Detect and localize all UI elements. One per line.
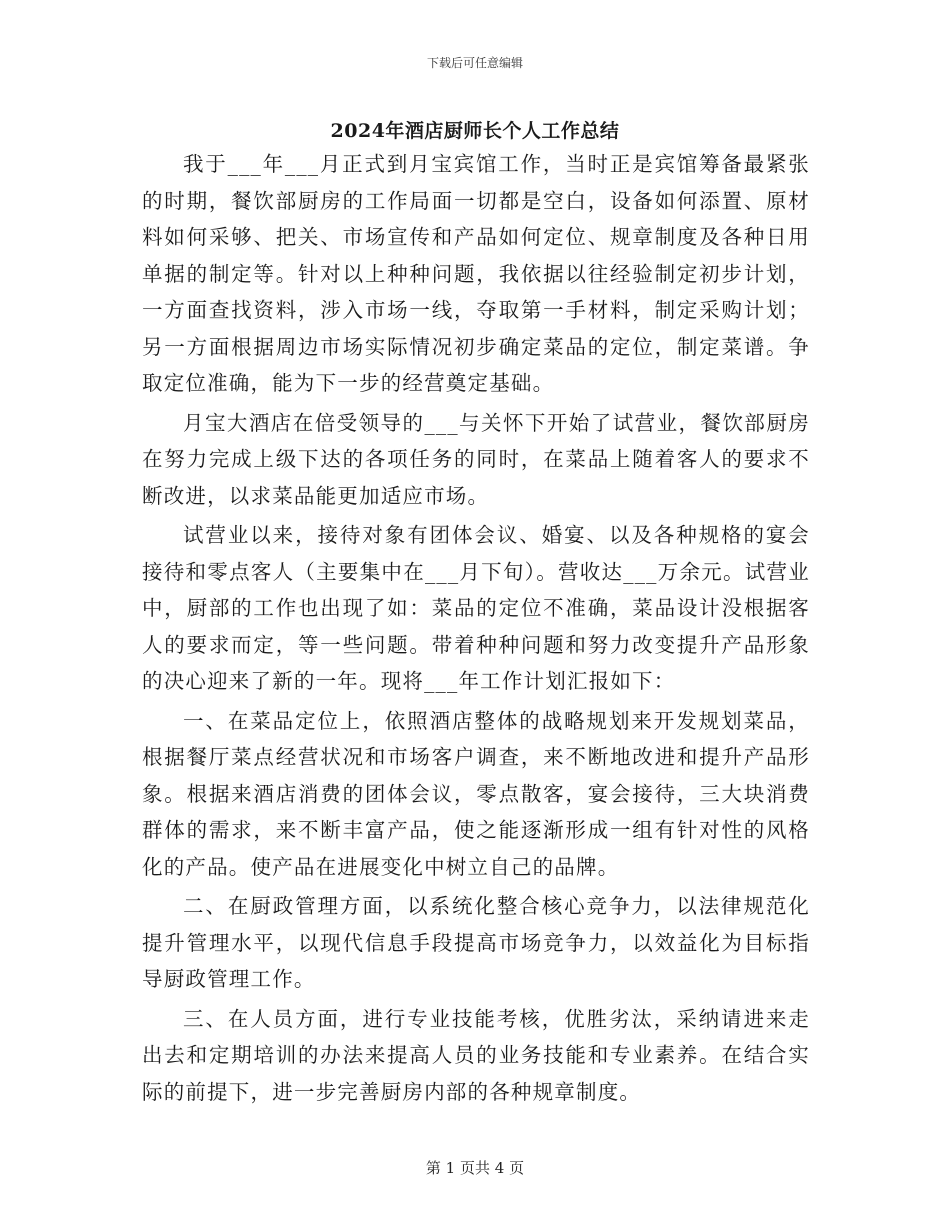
paragraph: 二、在厨政管理方面，以系统化整合核心竞争力，以法律规范化提升管理水平，以现代信息手段提高市场竞争力，以效益化为目标指导厨政管理工作。 [142,894,810,991]
paragraph: 试营业以来，接待对象有团体会议、婚宴、以及各种规格的宴会接待和零点客人（主要集中在___月下旬）。营收达___万余元。试营业中，厨部的工作也出现了如：菜品的定位不准确，菜品设计没根据客人的要求而定，等一些问题。带着种种问题和努力改变提升产品形象的决心迎来了新的一年。现将___年工作计划汇报如下： [142,523,810,693]
paragraph: 月宝大酒店在倍受领导的___与关怀下开始了试营业，餐饮部厨房在努力完成上级下达的各项任务的同时，在菜品上随着客人的要求不断改进，以求菜品能更加适应市场。 [142,410,810,508]
page-number: 第 1 页共 4 页 [425,1159,525,1177]
document-body [142,146,810,1113]
paragraph: 一、在菜品定位上，依照酒店整体的战略规划来开发规划菜品，根据餐厅菜点经营状况和市场客户调查，来不断地改进和提升产品形象。根据来酒店消费的团体会议，零点散客，宴会接待，三大块消费群体的需求，来不断丰富产品，使之能逐渐形成一组有针对性的风格化的产品。使产品在进展变化中树立自己的品牌。 [142,708,810,879]
page-header-note: 下载后可任意编辑 [426,56,523,70]
paragraph: 三、在人员方面，进行专业技能考核，优胜劣汰，采纳请进来走出去和定期培训的办法来提高人员的业务技能和专业素养。在结合实际的前提下，进一步完善厨房内部的各种规章制度。 [142,1006,810,1104]
paragraph: 我于___年___月正式到月宝宾馆工作，当时正是宾馆筹备最紧张的时期，餐饮部厨房的工作局面一切都是空白，设备如何添置、原材料如何采够、把关、市场宣传和产品如何定位、规章制度及各种日用单据的制定等。针对以上种种问题，我依据以往经验制定初步计划，一方面查找资料，涉入市场一线，夺取第一手材料，制定采购计划；另一方面根据周边市场实际情况初步确定菜品的定位，制定菜谱。争取定位准确，能为下一步的经营奠定基础。 [142,152,810,395]
document-title: 2024年酒店厨师长个人工作总结 [330,120,620,142]
